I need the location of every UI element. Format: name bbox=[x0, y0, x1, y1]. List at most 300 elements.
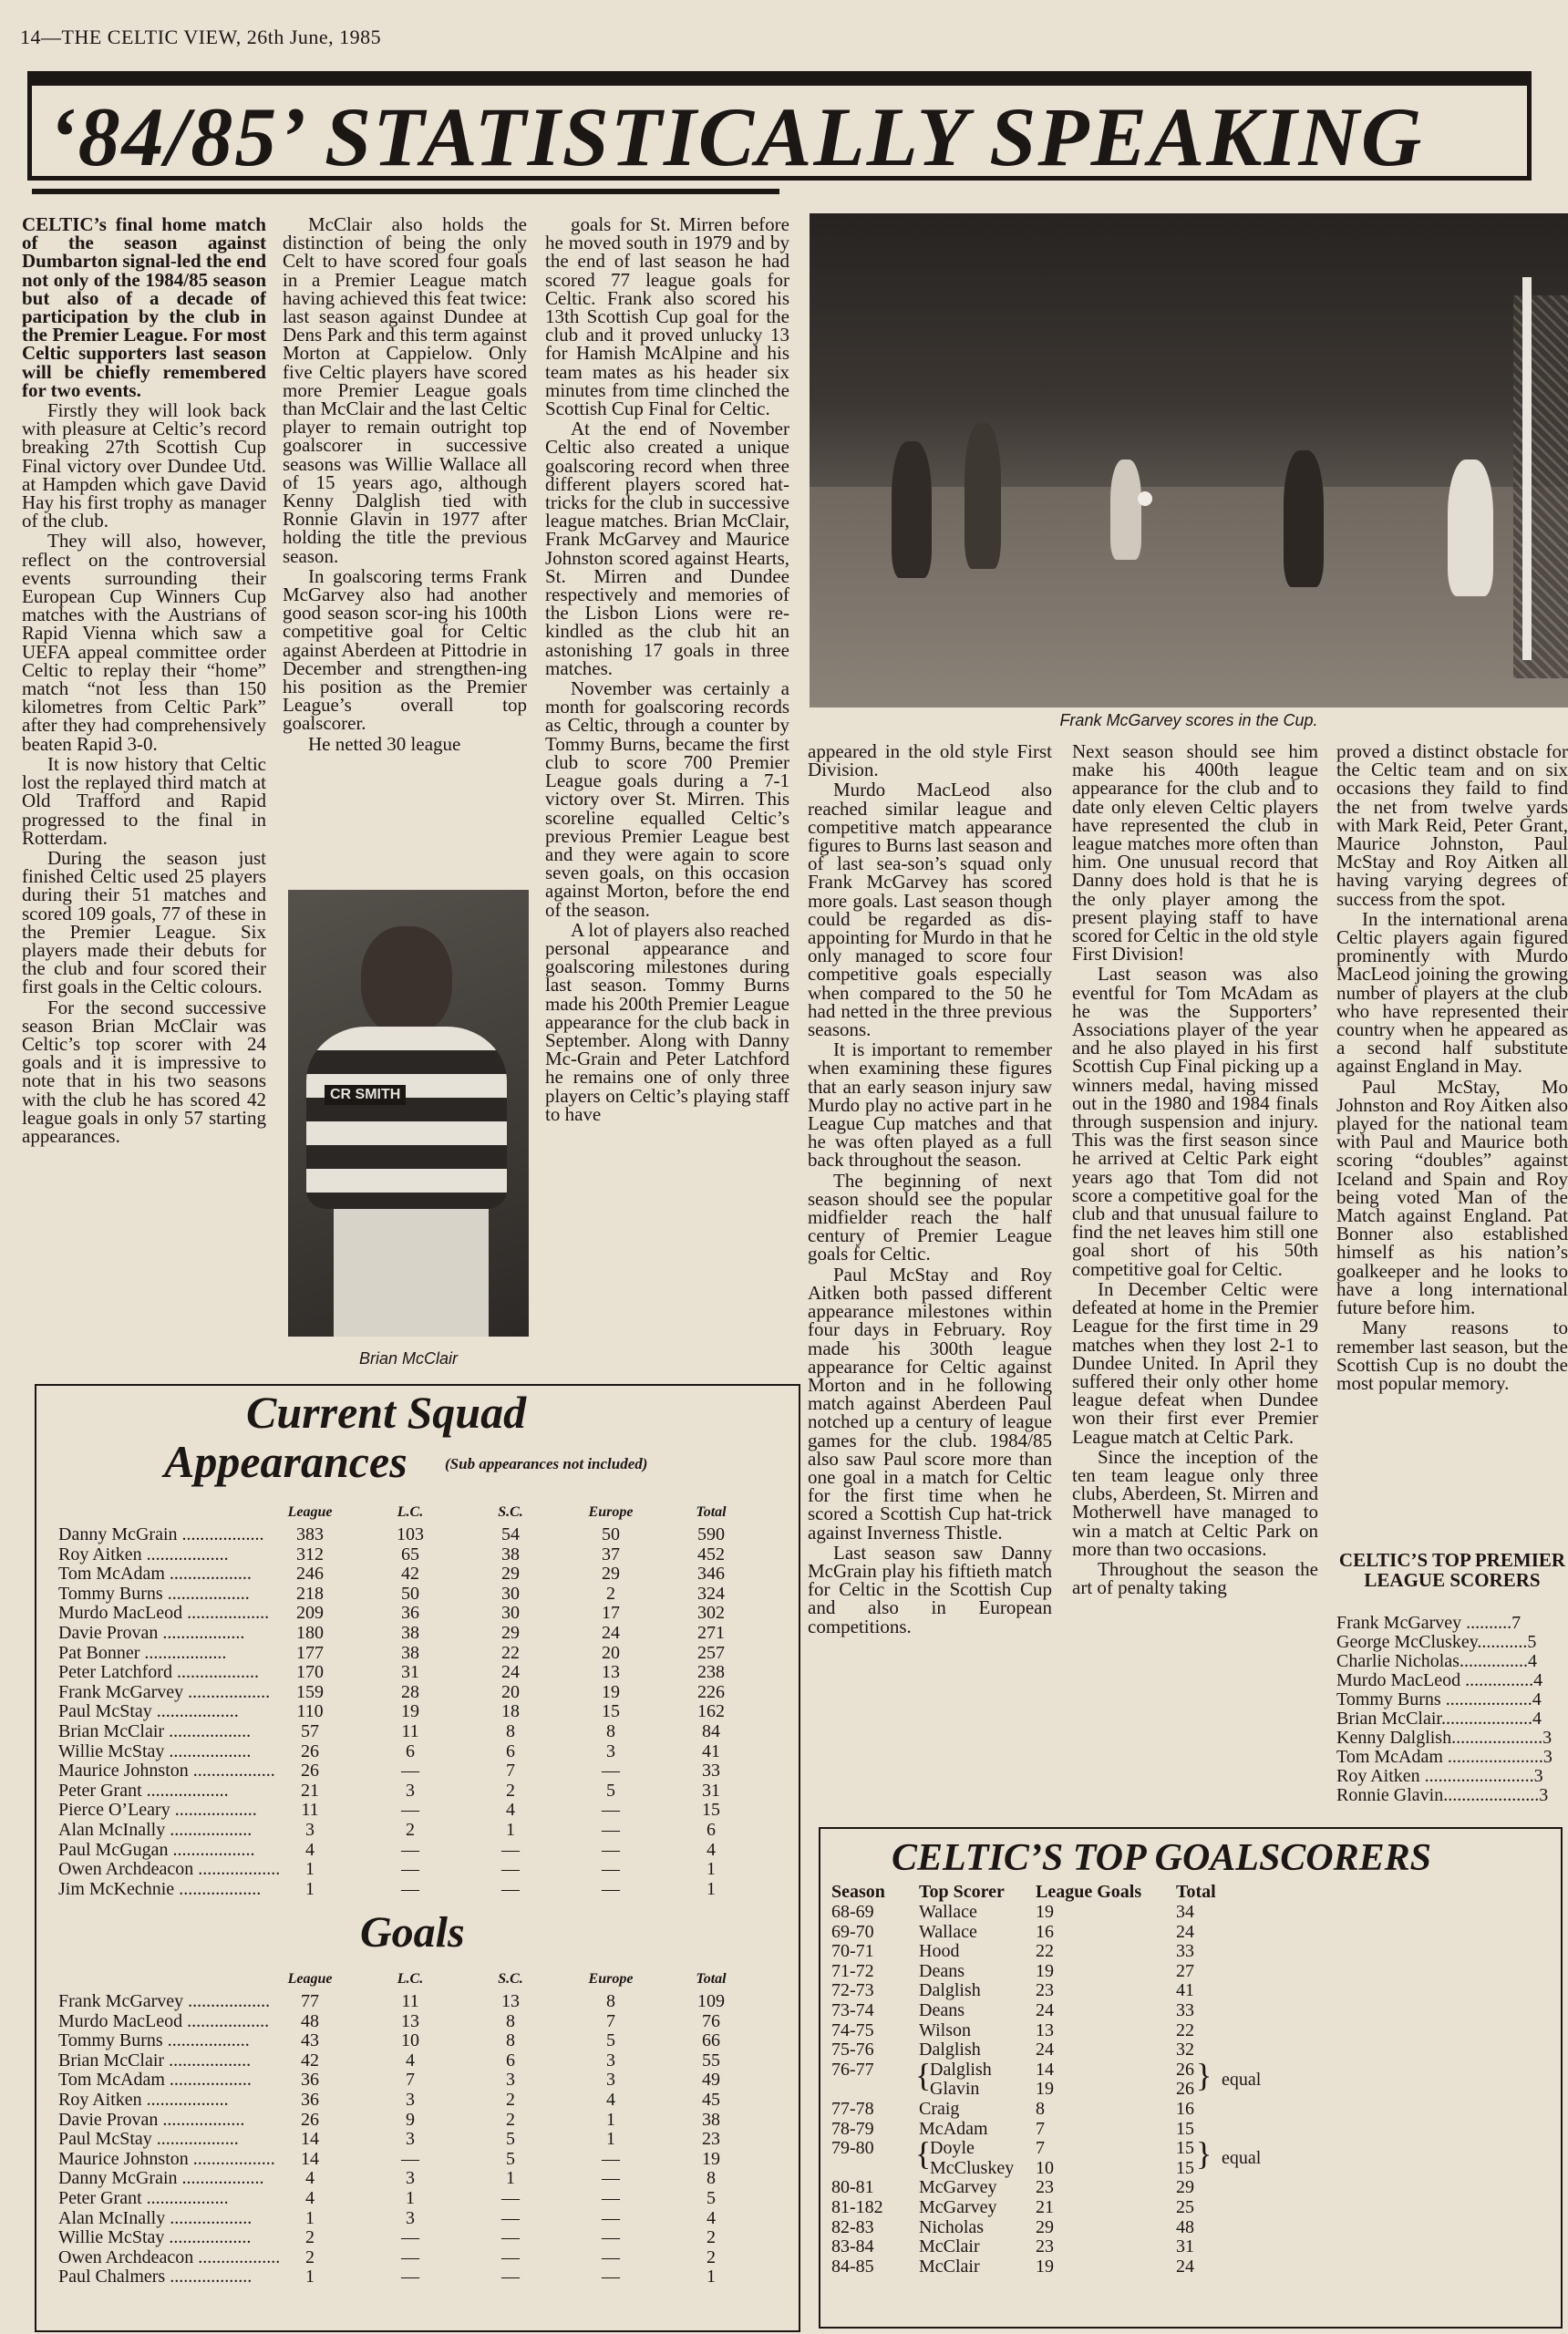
stat-value: 15 bbox=[602, 1701, 620, 1722]
stat-value: 22 bbox=[501, 1642, 520, 1663]
brace: { bbox=[915, 2056, 932, 2093]
stat-value: 26 bbox=[301, 2109, 319, 2130]
stat-value: 170 bbox=[296, 1662, 324, 1683]
player-name: Owen Archdeacon .................. bbox=[58, 2246, 281, 2267]
article-paragraph: proved a distinct obstacle for the Celtic team and on six occasions they faild to find the net from twelve yards with Mark Reid, Peter Grant, Maurice Johnston, Paul McStay and Roy Aitken all having varying degrees of success from the spot. bbox=[1336, 742, 1568, 910]
stat-value: 4 bbox=[707, 1839, 716, 1860]
stat-value: 13 bbox=[501, 1991, 520, 2011]
article-paragraph: For the second successive season Brian McClair was Celtic’s top scorer with 24 goals and it is impressive to note that in his two seasons with the club he has scored 42 league goals in only 57 starting appearances. bbox=[22, 996, 266, 1147]
total-goals: 24 bbox=[1176, 2256, 1194, 2277]
player-name: Owen Archdeacon .................. bbox=[58, 1859, 281, 1880]
stat-value: 26 bbox=[301, 1740, 319, 1761]
season: 83-84 bbox=[831, 2236, 874, 2257]
stat-value: — bbox=[401, 2227, 419, 2248]
table-row bbox=[36, 1721, 799, 1741]
stat-value: 4 bbox=[406, 2050, 415, 2071]
stat-value: 2 bbox=[506, 2109, 515, 2130]
brace: } bbox=[1196, 2056, 1212, 2093]
top-scorer: McGarvey bbox=[919, 2177, 997, 2198]
stat-value: 2 bbox=[606, 1583, 615, 1604]
player-name: Pat Bonner .................. bbox=[58, 1642, 227, 1663]
stat-value: 1 bbox=[606, 2129, 615, 2150]
league-goals: 7 bbox=[1036, 2118, 1045, 2139]
stat-value: 1 bbox=[305, 1878, 315, 1899]
player-name: Peter Latchford .................. bbox=[58, 1662, 259, 1683]
stat-value: — bbox=[602, 2207, 620, 2228]
player-name: Jim McKechnie .................. bbox=[58, 1878, 262, 1899]
article-lead-paragraph: CELTIC’s final home match of the season against Dumbarton signal-led the end not only of the 1984/85 season but also of a decade of participation by the club in the Premier League. For most Celtic supporters last season will be chiefly remembered for two events. bbox=[22, 215, 266, 401]
stat-value: 324 bbox=[697, 1583, 725, 1604]
stat-value: 19 bbox=[602, 1681, 620, 1702]
column-header: Total bbox=[1176, 1882, 1216, 1902]
table-row bbox=[36, 1524, 799, 1544]
stat-value: 109 bbox=[697, 1991, 725, 2011]
stat-value: 226 bbox=[697, 1681, 725, 1702]
table-row bbox=[36, 2208, 799, 2228]
stat-value: 15 bbox=[702, 1800, 720, 1821]
stat-value: — bbox=[501, 2207, 520, 2228]
player-name: Tom McAdam .................. bbox=[58, 2070, 252, 2091]
total-goals: 24 bbox=[1176, 1921, 1194, 1942]
table-row bbox=[36, 2247, 799, 2267]
hooped-shirt bbox=[306, 1027, 507, 1209]
league-goals: 16 bbox=[1036, 1921, 1054, 1942]
equal-label: equal bbox=[1222, 2069, 1262, 2090]
stat-value: 1 bbox=[305, 1859, 315, 1880]
total-goals: 26 bbox=[1176, 2079, 1194, 2100]
table-row bbox=[820, 1980, 1559, 2000]
league-goals: 23 bbox=[1036, 2177, 1054, 2198]
table-row bbox=[36, 2168, 799, 2188]
table-row bbox=[820, 1941, 1559, 1961]
league-goals: 10 bbox=[1036, 2157, 1054, 2178]
stat-value: 14 bbox=[301, 2148, 319, 2169]
stat-value: 3 bbox=[406, 2129, 415, 2150]
stat-value: 49 bbox=[702, 2070, 720, 2091]
stat-value: — bbox=[501, 2267, 520, 2288]
table-row bbox=[820, 1961, 1559, 1981]
stat-value: 4 bbox=[305, 2188, 315, 2208]
premier-league-scorers-box bbox=[1336, 1550, 1568, 1823]
season: 77-78 bbox=[831, 2099, 874, 2119]
season: 70-71 bbox=[831, 1941, 874, 1962]
stat-value: 246 bbox=[296, 1564, 324, 1585]
season: 78-79 bbox=[831, 2118, 874, 2139]
stat-value: — bbox=[401, 1839, 419, 1860]
stat-value: 238 bbox=[697, 1662, 725, 1683]
stat-value: 50 bbox=[602, 1524, 620, 1544]
stat-value: 7 bbox=[506, 1761, 515, 1781]
table-row bbox=[820, 2079, 1559, 2099]
season: 82-83 bbox=[831, 2216, 874, 2237]
stat-value: 7 bbox=[406, 2070, 415, 2091]
player-name: Frank McGarvey .................. bbox=[58, 1991, 271, 2011]
league-goals: 24 bbox=[1036, 2040, 1054, 2060]
scorer-row: Brian McClair....................4 bbox=[1336, 1709, 1542, 1729]
column-header: Top Scorer bbox=[919, 1882, 1005, 1902]
top-scorer: McCluskey bbox=[930, 2157, 1015, 2178]
article-paragraph: Since the inception of the ten team league only three clubs, Aberdeen, St. Mirren and Motherwell have managed to win a match at Celtic Park on more than two occasions. bbox=[1072, 1445, 1318, 1560]
player-name: Danny McGrain .................. bbox=[58, 2168, 264, 2189]
article-paragraph: Last season was also eventful for Tom McAdam as he was the Supporters’ Associations player of the year and he also played in his first Scottish Cup Final picking up a winners medal, having missed out in the 1980 and 1984 finals through suspension and injury. This was the first season since he arrived at Celtic Park eight years ago that Tom did not score a competitive goal for the club and that unusual failure to find the net leaves him still one goal short of his 50th competitive goal for Celtic. bbox=[1072, 963, 1318, 1280]
stat-value: 36 bbox=[301, 2090, 319, 2110]
stat-value: 6 bbox=[506, 1740, 515, 1761]
table-row bbox=[820, 2020, 1559, 2040]
stat-value: — bbox=[602, 2227, 620, 2248]
stat-value: 346 bbox=[697, 1564, 725, 1585]
table-row bbox=[36, 1781, 799, 1801]
column-header: L.C. bbox=[397, 1971, 424, 1987]
stat-value: 50 bbox=[401, 1583, 419, 1604]
stat-value: 4 bbox=[305, 2168, 315, 2189]
top-scorer: McClair bbox=[919, 2236, 980, 2257]
stat-value: — bbox=[602, 2148, 620, 2169]
column-header: Total bbox=[696, 1971, 727, 1987]
stat-value: 17 bbox=[602, 1603, 620, 1624]
article-paragraph: The beginning of next season should see the popular midfielder reach the half century of Premier League goals for Celtic. bbox=[808, 1169, 1052, 1265]
stat-value: 1 bbox=[506, 2168, 515, 2189]
stat-value: 21 bbox=[301, 1780, 319, 1801]
stat-value: 5 bbox=[506, 2129, 515, 2150]
stat-value: 11 bbox=[401, 1991, 419, 2011]
stat-value: — bbox=[401, 1800, 419, 1821]
table-row bbox=[36, 1859, 799, 1879]
top-scorer: Dalglish bbox=[919, 1980, 981, 2001]
article-paragraph: Many reasons to remember last season, but the Scottish Cup is no doubt the most popular memory. bbox=[1336, 1317, 1568, 1394]
table-row bbox=[36, 1840, 799, 1860]
player-name: Brian McClair .................. bbox=[58, 1721, 252, 1741]
league-goals: 22 bbox=[1036, 1941, 1054, 1962]
stat-value: 209 bbox=[296, 1603, 324, 1624]
column-header: S.C. bbox=[498, 1971, 523, 1987]
column-header: League bbox=[287, 1971, 333, 1987]
stat-value: 8 bbox=[506, 2010, 515, 2031]
photo-caption: Frank McGarvey scores in the Cup. bbox=[1059, 711, 1318, 729]
appearances-note: (Sub appearances not included) bbox=[445, 1455, 648, 1472]
league-goals: 14 bbox=[1036, 2059, 1054, 2080]
stat-value: 38 bbox=[401, 1623, 419, 1643]
table-row bbox=[36, 1584, 799, 1604]
season: 75-76 bbox=[831, 2040, 874, 2060]
stat-value: 6 bbox=[406, 1740, 415, 1761]
table-row bbox=[36, 2011, 799, 2031]
stat-value: 55 bbox=[702, 2050, 720, 2071]
player-name: Tom McAdam .................. bbox=[58, 1564, 252, 1585]
stat-value: 77 bbox=[301, 1991, 319, 2011]
league-goals: 29 bbox=[1036, 2216, 1054, 2237]
stat-value: 20 bbox=[602, 1642, 620, 1663]
table-row bbox=[820, 2197, 1559, 2217]
stat-value: 6 bbox=[506, 2050, 515, 2071]
stat-value: 3 bbox=[606, 1740, 615, 1761]
stat-value: 4 bbox=[606, 2090, 615, 2110]
banner-top-rule bbox=[27, 71, 1532, 86]
season: 72-73 bbox=[831, 1980, 874, 2001]
stat-value: 8 bbox=[606, 1721, 615, 1741]
player-name: Peter Grant .................. bbox=[58, 1780, 229, 1801]
squad-stats-box bbox=[35, 1384, 800, 2332]
article-paragraph: appeared in the old style First Division. bbox=[808, 742, 1052, 781]
article-paragraph: Murdo MacLeod also reached similar league and competitive match appearance figures to Burns last season and of last sea-son’s squad only Frank McGarvey has scored more goals. Last season though could be regarded as dis-appointing for Murdo in that he only managed to score four competitive goals especially when compared to the 50 he had netted in the three previous seasons. bbox=[808, 779, 1052, 1041]
equal-label: equal bbox=[1222, 2148, 1262, 2169]
season: 68-69 bbox=[831, 1902, 874, 1922]
top-scorer: Glavin bbox=[930, 2079, 980, 2100]
league-goals: 8 bbox=[1036, 2099, 1045, 2119]
stat-value: 1 bbox=[305, 2267, 315, 2288]
stat-value: 36 bbox=[301, 2070, 319, 2091]
stat-value: 42 bbox=[301, 2050, 319, 2071]
table-row bbox=[820, 2099, 1559, 2119]
article-paragraph: He netted 30 league bbox=[308, 732, 461, 755]
stat-value: 9 bbox=[406, 2109, 415, 2130]
stat-value: 257 bbox=[697, 1642, 725, 1663]
stat-value: — bbox=[602, 2188, 620, 2208]
table-row bbox=[36, 2030, 799, 2050]
article-paragraph: In the international arena Celtic players again figured prominently with Murdo MacLeod joining the growing number of players at the club who have represented their country when he appeared as a second half substitute against England in May. bbox=[1336, 907, 1568, 1078]
table-row bbox=[36, 1879, 799, 1899]
league-goals: 19 bbox=[1036, 2079, 1054, 2100]
player-name: Roy Aitken .................. bbox=[58, 2090, 229, 2110]
table-row bbox=[820, 2158, 1559, 2178]
stat-value: — bbox=[401, 1859, 419, 1880]
table-row bbox=[820, 2000, 1559, 2020]
stat-value: 24 bbox=[602, 1623, 620, 1643]
photo-caption: Brian McClair bbox=[358, 1349, 459, 1368]
article-paragraph: In goalscoring terms Frank McGarvey also had another good season scor-ing his 100th competitive goal for Celtic against Aberdeen at Pittodrie in December and strengthen-ing his position as the Premier League’s overall top goalscorer. bbox=[283, 564, 527, 735]
league-goals: 19 bbox=[1036, 1902, 1054, 1922]
stat-value: 76 bbox=[702, 2010, 720, 2031]
column-header: League Goals bbox=[1036, 1882, 1142, 1902]
goal-net bbox=[1513, 295, 1568, 678]
squad-title: Current Squad bbox=[246, 1387, 527, 1438]
banner-bottom-rule bbox=[32, 189, 779, 194]
scorer-row: Kenny Dalglish....................3 bbox=[1336, 1729, 1553, 1748]
stat-value: 177 bbox=[296, 1642, 324, 1663]
article-paragraph: They will also, however, reflect on the controversial events surrounding their European Cup Winners Cup matches with the Austrians of Rapid Vienna which saw a UEFA appeal committee order Celtic to replay their “home” match “not less than 150 kilometres from Celtic Park” after they had comprehensively beaten Rapid 3-0. bbox=[22, 530, 266, 755]
stat-value: 3 bbox=[406, 2207, 415, 2228]
stat-value: 5 bbox=[606, 1780, 615, 1801]
player-name: Danny McGrain .................. bbox=[58, 1524, 264, 1544]
article-paragraph: A lot of players also reached personal appearance and goalscoring milestones during last season. Tommy Burns made his 200th Premier League appearance for the club back in September. Along with Danny Mc-Grain and Peter Latchford he remains one of only three players on Celtic’s playing staff to have bbox=[545, 918, 789, 1125]
season: 76-77 bbox=[831, 2059, 874, 2080]
total-goals: 32 bbox=[1176, 2040, 1194, 2060]
top-scorer: McAdam bbox=[919, 2118, 988, 2139]
stat-value: — bbox=[602, 1820, 620, 1840]
player-name: Frank McGarvey .................. bbox=[58, 1681, 271, 1702]
player-name: Paul McStay .................. bbox=[58, 2129, 239, 2150]
stat-value: 5 bbox=[606, 2030, 615, 2051]
goal-post bbox=[1522, 277, 1532, 660]
top-scorer: Doyle bbox=[930, 2138, 975, 2159]
season: 73-74 bbox=[831, 2000, 874, 2020]
column-header: S.C. bbox=[498, 1504, 523, 1520]
stat-value: 30 bbox=[501, 1603, 520, 1624]
top-scorer: Craig bbox=[919, 2099, 960, 2119]
stat-value: 3 bbox=[606, 2050, 615, 2071]
stat-value: — bbox=[401, 1878, 419, 1899]
stat-value: 42 bbox=[401, 1564, 419, 1585]
brace: } bbox=[1196, 2135, 1212, 2173]
total-goals: 15 bbox=[1176, 2138, 1194, 2159]
article-paragraph: Throughout the season the art of penalty taking bbox=[1072, 1557, 1318, 1599]
stat-value: 48 bbox=[301, 2010, 319, 2031]
article-column-5 bbox=[1072, 742, 1318, 1787]
stat-value: 4 bbox=[506, 1800, 515, 1821]
stat-value: 41 bbox=[702, 1740, 720, 1761]
player-name: Brian McClair .................. bbox=[58, 2050, 252, 2071]
player-name: Paul Chalmers .................. bbox=[58, 2267, 253, 2288]
stat-value: — bbox=[501, 1839, 520, 1860]
stat-value: 4 bbox=[707, 2207, 716, 2228]
player-figure bbox=[965, 423, 1001, 569]
stat-value: — bbox=[501, 1878, 520, 1899]
top-scorer: Nicholas bbox=[919, 2216, 985, 2237]
stat-value: 302 bbox=[697, 1603, 725, 1624]
brace: { bbox=[915, 2135, 932, 2173]
stat-value: 3 bbox=[406, 2090, 415, 2110]
player-name: Maurice Johnston .................. bbox=[58, 2148, 275, 2169]
stat-value: 2 bbox=[707, 2227, 716, 2248]
stat-value: 19 bbox=[702, 2148, 720, 2169]
table-row bbox=[36, 2129, 799, 2149]
table-row bbox=[820, 2257, 1559, 2277]
top-scorer: Wallace bbox=[919, 1902, 977, 1922]
season: 69-70 bbox=[831, 1921, 874, 1942]
scorer-row: Frank McGarvey ..........7 bbox=[1336, 1614, 1522, 1633]
goals-title: Goals bbox=[360, 1908, 465, 1957]
article-paragraph: goals for St. Mirren before he moved south in 1979 and by the end of last season he had scored 77 league goals for Celtic. Frank also scored his 13th Scottish Cup goal for the club and it proved unlucky 13 for Hamish McAlpine and his team mates as his header six minutes from time clinched the Scottish Cup Final for Celtic. bbox=[545, 215, 789, 420]
top-scorer: Deans bbox=[919, 2000, 965, 2020]
season: 74-75 bbox=[831, 2019, 874, 2040]
stat-value: — bbox=[602, 1878, 620, 1899]
article-paragraph: Paul McStay and Roy Aitken both passed different appearance milestones within four days in February. Roy made his 300th league appearance for Celtic against Morton and in he following match against Aberdeen Paul notched up a century of league games for the club. 1984/85 also saw Paul score more than one goal in a match for Celtic for the first time when he scored a Scottish Cup hat-trick against Inverness Thistle. bbox=[808, 1263, 1052, 1544]
total-goals: 48 bbox=[1176, 2216, 1194, 2237]
table-row bbox=[36, 1623, 799, 1643]
stat-value: 2 bbox=[305, 2227, 315, 2248]
table-row bbox=[36, 1800, 799, 1820]
table-row bbox=[36, 1603, 799, 1623]
article-paragraph: During the season just finished Celtic used 25 players during their 51 matches and scored 109 goals, 77 of these in the Premier League. Six players made their debuts for the club and four scored their first goals in the Celtic colours. bbox=[22, 846, 266, 998]
scorer-row: Tom McAdam .....................3 bbox=[1336, 1748, 1553, 1767]
stat-value: 8 bbox=[506, 1721, 515, 1741]
league-goals: 13 bbox=[1036, 2019, 1054, 2040]
stat-value: 1 bbox=[707, 2267, 716, 2288]
stat-value: — bbox=[501, 2227, 520, 2248]
stat-value: 1 bbox=[506, 1820, 515, 1840]
stat-value: 5 bbox=[506, 2148, 515, 2169]
league-goals: 19 bbox=[1036, 2256, 1054, 2277]
table-row bbox=[36, 1544, 799, 1565]
stat-value: 24 bbox=[501, 1662, 520, 1683]
table-row bbox=[820, 2217, 1559, 2237]
table-row bbox=[36, 1662, 799, 1682]
top-scorer: Hood bbox=[919, 1941, 960, 1962]
stat-value: 10 bbox=[401, 2030, 419, 2051]
total-goals: 25 bbox=[1176, 2197, 1194, 2217]
table-row bbox=[820, 2040, 1559, 2060]
table-row bbox=[36, 2070, 799, 2090]
stat-value: 31 bbox=[702, 1780, 720, 1801]
stat-value: 1 bbox=[406, 2188, 415, 2208]
article-column-4 bbox=[808, 742, 1052, 1787]
stat-value: 103 bbox=[397, 1524, 424, 1544]
season: 81-182 bbox=[831, 2197, 883, 2217]
scorer-row: George McCluskey...........5 bbox=[1336, 1633, 1537, 1652]
total-goals: 41 bbox=[1176, 1980, 1194, 2001]
stat-value: 18 bbox=[501, 1701, 520, 1722]
stat-value: 3 bbox=[406, 1780, 415, 1801]
page-folio: 14—THE CELTIC VIEW, 26th June, 1985 bbox=[20, 26, 382, 48]
stat-value: 6 bbox=[707, 1820, 716, 1840]
stat-value: 84 bbox=[702, 1721, 720, 1741]
stat-value: 31 bbox=[401, 1662, 419, 1683]
stat-value: 2 bbox=[506, 2090, 515, 2110]
stat-value: 29 bbox=[501, 1623, 520, 1643]
article-paragraph: November was certainly a month for goalscoring records as Celtic, through a counter by Tommy Burns, became the first club to score 700 Premier League goals during a 7-1 victory over St. Mirren. This scoreline equalled Celtic’s previous Premier League best and they were again to score seven goals, on this occasion against Morton, before the end of the season. bbox=[545, 677, 789, 921]
stat-value: 590 bbox=[697, 1524, 725, 1544]
total-goals: 31 bbox=[1176, 2236, 1194, 2257]
table-row bbox=[36, 2090, 799, 2110]
player-name: Maurice Johnston .................. bbox=[58, 1761, 275, 1781]
player-legs bbox=[334, 1209, 489, 1337]
table-row bbox=[36, 2149, 799, 2169]
season: 84-85 bbox=[831, 2256, 874, 2277]
stat-value: 11 bbox=[401, 1721, 419, 1741]
article-paragraph: It is now history that Celtic lost the replayed third match at Old Trafford and Rapid progressed to the final in Rotterdam. bbox=[22, 752, 266, 849]
player-figure bbox=[892, 441, 932, 578]
stat-value: 43 bbox=[301, 2030, 319, 2051]
stat-value: 23 bbox=[702, 2129, 720, 2150]
stat-value: 20 bbox=[501, 1681, 520, 1702]
stat-value: 2 bbox=[707, 2246, 716, 2267]
table-row bbox=[36, 1761, 799, 1781]
stat-value: 271 bbox=[697, 1623, 725, 1643]
player-name: Paul McGugan .................. bbox=[58, 1839, 255, 1860]
stat-value: 8 bbox=[707, 2168, 716, 2189]
table-row bbox=[820, 2060, 1559, 2080]
stat-value: 218 bbox=[296, 1583, 324, 1604]
stat-value: 3 bbox=[606, 2070, 615, 2091]
league-goals: 24 bbox=[1036, 2000, 1054, 2020]
stat-value: — bbox=[602, 2267, 620, 2288]
table-row bbox=[820, 2119, 1559, 2139]
stat-value: — bbox=[602, 2168, 620, 2189]
appearances-title: Appearances bbox=[164, 1436, 407, 1487]
scorer-row: Ronnie Glavin.....................3 bbox=[1336, 1786, 1549, 1805]
table-row bbox=[820, 1902, 1559, 1922]
headline: ‘84/85’ STATISTICALLY SPEAKING bbox=[48, 90, 1424, 183]
league-goals: 23 bbox=[1036, 1980, 1054, 2001]
player-name: Tommy Burns .................. bbox=[58, 2030, 250, 2051]
total-goals: 15 bbox=[1176, 2157, 1194, 2178]
stat-value: 5 bbox=[707, 2188, 716, 2208]
stat-value: 33 bbox=[702, 1761, 720, 1781]
stat-value: 3 bbox=[406, 2168, 415, 2189]
total-goals: 16 bbox=[1176, 2099, 1194, 2119]
player-name: Alan McInally .................. bbox=[58, 2207, 253, 2228]
player-figure bbox=[1110, 460, 1141, 560]
article-paragraph: In December Celtic were defeated at home in the Premier League for the first time in 29 matches when they lost 2-1 to Dundee United. In April they suffered their only other home league defeat when Dundee won their first ever Premier League match at Celtic Park. bbox=[1072, 1277, 1318, 1448]
scorer-row: Murdo MacLeod ...............4 bbox=[1336, 1671, 1543, 1690]
total-goals: 22 bbox=[1176, 2019, 1194, 2040]
table-row bbox=[36, 2227, 799, 2247]
stat-value: 1 bbox=[707, 1878, 716, 1899]
league-goals: 21 bbox=[1036, 2197, 1054, 2217]
stat-value: 30 bbox=[501, 1583, 520, 1604]
player-name: Peter Grant .................. bbox=[58, 2188, 229, 2208]
stat-value: — bbox=[602, 1761, 620, 1781]
table-row bbox=[36, 2110, 799, 2130]
